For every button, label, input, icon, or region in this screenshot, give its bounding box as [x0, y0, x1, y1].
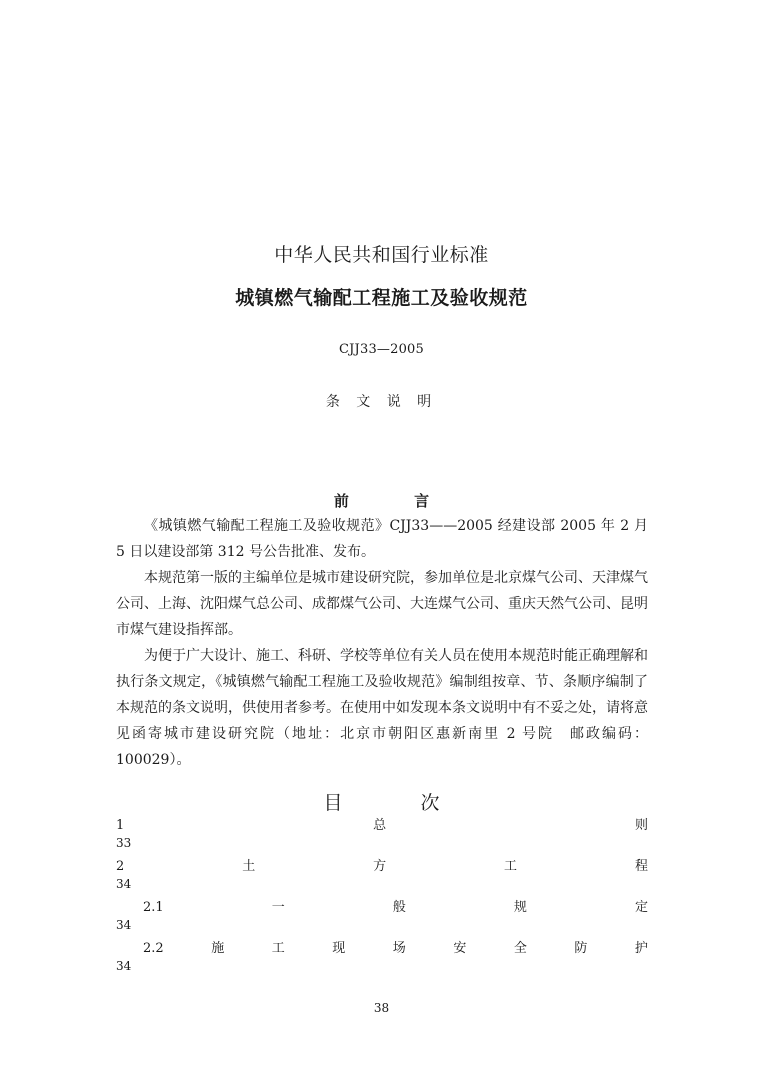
foreword-paragraph-1: 《城镇燃气输配工程施工及验收规范》CJJ33——2005 经建设部 2005 年 2 月 5 日以建设部第 312 号公告批准、发布。 [116, 518, 648, 560]
toc-entry-char: 安 [453, 941, 467, 956]
toc-entry-2-1[interactable] [143, 896, 648, 916]
foreword-heading: 前 言 [333, 492, 460, 510]
toc-entry-char: 工 [504, 859, 518, 874]
toc-entry-char: 定 [634, 900, 648, 915]
toc-entry-char: 防 [574, 941, 588, 956]
toc-entry-char: 一 [271, 900, 285, 915]
toc-entry-2-2[interactable] [143, 937, 648, 957]
toc-entry-number: 2.1 [143, 900, 164, 915]
toc-entry-number: 1 [116, 818, 125, 833]
toc-entry-char: 般 [392, 900, 406, 915]
foreword-paragraph-3: 为便于广大设计、施工、科研、学校等单位有关人员在使用本规范时能正确理解和执行条文规定，《城镇燃气输配工程施工及验收规范》编制组按章、节、条顺序编制了本规范的条文说明，供使用者参考。在使用中如发现本条文说明中有不妥之处，请将意见函寄城市建设研究院（地址：北京市朝阳区惠新南里 2 号院 邮政编码：100029）。 [116, 648, 648, 768]
toc-entry-char: 方 [373, 859, 387, 874]
toc-entry-char: 总 [373, 818, 387, 833]
foreword-paragraph-2: 本规范第一版的主编单位是城市建设研究院，参加单位是北京煤气公司、天津煤气公司、上海、沈阳煤气总公司、成都煤气公司、大连煤气公司、重庆天然气公司、昆明市煤气建设指挥部。 [116, 570, 648, 638]
toc-entry-char: 则 [634, 818, 648, 833]
standard-code: CJJ33—2005 [339, 342, 424, 357]
toc-entry-1[interactable] [116, 814, 648, 834]
section-label: 条 文 说 明 [325, 394, 438, 410]
toc-entry-char: 工 [271, 941, 285, 956]
toc-entry-1-page: 33 [116, 836, 132, 850]
toc-entry-2[interactable] [116, 855, 648, 875]
toc-entry-char: 场 [392, 941, 406, 956]
toc-entry-char: 施 [211, 941, 225, 956]
toc-entry-char: 土 [242, 859, 256, 874]
toc-entry-char: 程 [634, 859, 648, 874]
toc-entry-char: 全 [513, 941, 527, 956]
toc-heading: 目 次 [323, 792, 476, 814]
toc-entry-number: 2.2 [143, 941, 164, 956]
toc-entry-2-page: 34 [116, 877, 132, 891]
toc-entry-char: 护 [634, 941, 648, 956]
document-title: 城镇燃气输配工程施工及验收规范 [235, 287, 528, 309]
toc-entry-char: 现 [332, 941, 346, 956]
toc-entry-2-1-page: 34 [116, 918, 132, 932]
standard-line: 中华人民共和国行业标准 [274, 244, 489, 266]
page-number: 38 [373, 1001, 390, 1015]
toc-entry-2-2-page: 34 [116, 959, 132, 973]
toc-entry-char: 规 [513, 900, 527, 915]
toc-entry-number: 2 [116, 859, 125, 874]
